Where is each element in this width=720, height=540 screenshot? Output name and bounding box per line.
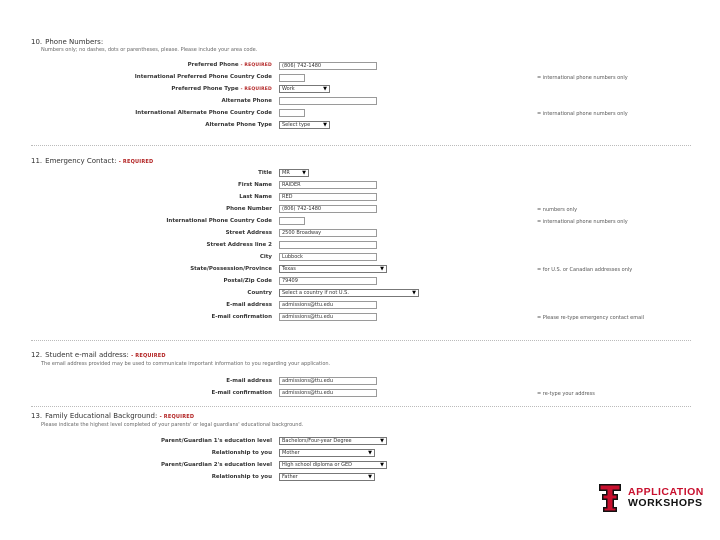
- required-marker: - REQUIRED: [240, 63, 272, 68]
- student-email-confirmation-input[interactable]: admissions@ttu.edu: [279, 389, 377, 397]
- section-13-note: Please indicate the highest level completed of your parents' or legal guardians' educational background.: [41, 422, 304, 428]
- ec-country-select[interactable]: [279, 289, 419, 297]
- parent2-relationship-select[interactable]: [279, 473, 375, 481]
- section-divider: [31, 340, 691, 341]
- dropdown-arrow-icon: ▼: [323, 86, 327, 92]
- parent2-education-select[interactable]: [279, 461, 387, 469]
- ec-postal-code-input[interactable]: 79409: [279, 277, 377, 285]
- dropdown-arrow-icon: ▼: [380, 266, 384, 272]
- section-divider: [31, 145, 691, 146]
- select-value: Select a country if not U.S.: [282, 290, 349, 296]
- intl-preferred-phone-code-label: International Preferred Phone Country Code: [134, 74, 272, 80]
- preferred-phone-label: [72, 62, 272, 68]
- select-value: Mother: [282, 450, 300, 456]
- ec-intl-phone-code-label: International Phone Country Code: [166, 218, 272, 224]
- ec-postal-code-label: Postal/Zip Code: [223, 278, 272, 284]
- student-email-confirmation-hint: = re-type your address: [537, 391, 595, 397]
- dropdown-arrow-icon: ▼: [412, 290, 416, 296]
- ec-street-address-input[interactable]: 2500 Broadway: [279, 229, 377, 237]
- dropdown-arrow-icon: ▼: [380, 438, 384, 444]
- select-value: Bachelors/Four-year Degree: [282, 438, 352, 444]
- ec-email-input[interactable]: admissions@ttu.edu: [279, 301, 377, 309]
- ec-street-address-label: Street Address: [225, 230, 272, 236]
- dropdown-arrow-icon: ▼: [368, 474, 372, 480]
- section-number: 13.: [31, 412, 43, 420]
- section-12-note: The email address provided may be used to communicate important information to you regarding your application.: [41, 361, 331, 367]
- section-12-title: [31, 351, 166, 359]
- dropdown-arrow-icon: ▼: [302, 170, 306, 176]
- section-number: 12.: [31, 351, 43, 359]
- logo-line-2: WORKSHOPS: [628, 497, 703, 509]
- ec-first-name-label: First Name: [238, 182, 272, 188]
- ec-phone-hint: = numbers only: [537, 207, 578, 213]
- ec-last-name-label: Last Name: [239, 194, 272, 200]
- ec-state-select[interactable]: [279, 265, 387, 273]
- student-email-label: E-mail address: [226, 378, 272, 384]
- preferred-phone-type-label: [72, 86, 272, 92]
- alternate-phone-type-select[interactable]: [279, 121, 330, 129]
- ec-first-name-input[interactable]: RAIDER: [279, 181, 377, 189]
- select-value: Select type: [282, 122, 311, 128]
- ec-email-confirmation-label: E-mail confirmation: [211, 314, 272, 320]
- intl-alternate-phone-code-label: International Alternate Phone Country Code: [135, 110, 272, 116]
- required-marker: - REQUIRED: [131, 353, 166, 359]
- parent2-relationship-label: Relationship to you: [211, 474, 272, 480]
- ec-street-address-2-input[interactable]: [279, 241, 377, 249]
- intl-alternate-phone-code-input[interactable]: [279, 109, 305, 117]
- section-10-title: [31, 38, 103, 46]
- parent1-education-select[interactable]: [279, 437, 387, 445]
- required-marker: - REQUIRED: [159, 414, 195, 420]
- ec-email-confirmation-hint: = Please re-type emergency contact email: [537, 315, 644, 321]
- section-title-text: Student e-mail address:: [45, 351, 129, 359]
- intl-preferred-phone-hint: = international phone numbers only: [537, 75, 628, 81]
- parent1-relationship-label: Relationship to you: [211, 450, 272, 456]
- alternate-phone-label: Alternate Phone: [221, 98, 272, 104]
- texas-tech-double-t-logo-icon: [598, 483, 622, 517]
- section-13-title: [31, 412, 194, 420]
- ec-last-name-input[interactable]: RED: [279, 193, 377, 201]
- section-number: 11.: [31, 157, 43, 165]
- ec-title-label: Title: [258, 170, 272, 176]
- ec-title-select[interactable]: [279, 169, 309, 177]
- section-11-title: [31, 157, 153, 165]
- section-number: 10.: [31, 38, 43, 46]
- ec-phone-label: Phone Number: [226, 206, 272, 212]
- select-value: Texas: [282, 266, 296, 272]
- intl-preferred-phone-code-input[interactable]: [279, 74, 305, 82]
- section-10-note: Numbers only; no dashes, dots or parentheses, please. Please include your area code.: [41, 47, 258, 53]
- logo-line-1: APPLICATION: [628, 486, 704, 498]
- alternate-phone-input[interactable]: [279, 97, 377, 105]
- ec-city-label: City: [259, 254, 272, 260]
- required-marker: - REQUIRED: [118, 159, 154, 165]
- parent2-education-label: Parent/Guardian 2's education level: [160, 462, 272, 468]
- alternate-phone-type-label: Alternate Phone Type: [205, 122, 272, 128]
- student-email-input[interactable]: admissions@ttu.edu: [279, 377, 377, 385]
- ec-email-confirmation-input[interactable]: admissions@ttu.edu: [279, 313, 377, 321]
- ec-email-label: E-mail address: [226, 302, 272, 308]
- label-text: Preferred Phone: [187, 62, 239, 68]
- ec-intl-phone-code-input[interactable]: [279, 217, 305, 225]
- ec-state-label: State/Possession/Province: [190, 266, 272, 272]
- parent1-education-label: Parent/Guardian 1's education level: [160, 438, 272, 444]
- preferred-phone-type-select[interactable]: [279, 85, 330, 93]
- parent1-relationship-select[interactable]: [279, 449, 375, 457]
- ec-city-input[interactable]: Lubbock: [279, 253, 377, 261]
- label-text: Preferred Phone Type: [171, 86, 239, 92]
- select-value: MR: [282, 170, 290, 176]
- ec-intl-phone-hint: = international phone numbers only: [537, 219, 628, 225]
- student-email-confirmation-label: E-mail confirmation: [211, 390, 272, 396]
- select-value: High school diploma or GED: [282, 462, 352, 468]
- intl-alternate-phone-hint: = international phone numbers only: [537, 111, 628, 117]
- ec-country-label: Country: [247, 290, 272, 296]
- application-workshops-logo: [628, 487, 704, 509]
- dropdown-arrow-icon: ▼: [323, 122, 327, 128]
- select-value: Work: [282, 86, 295, 92]
- preferred-phone-input[interactable]: (806) 742-1480: [279, 62, 377, 70]
- ec-state-hint: = for U.S. or Canadian addresses only: [537, 267, 633, 273]
- ec-phone-input[interactable]: (806) 742-1480: [279, 205, 377, 213]
- ec-street-address-2-label: Street Address line 2: [206, 242, 272, 248]
- dropdown-arrow-icon: ▼: [368, 450, 372, 456]
- dropdown-arrow-icon: ▼: [380, 462, 384, 468]
- section-title-text: Emergency Contact:: [45, 157, 117, 165]
- section-divider: [31, 406, 691, 407]
- section-title-text: Phone Numbers:: [45, 38, 104, 46]
- section-title-text: Family Educational Background:: [45, 412, 158, 420]
- select-value: Father: [282, 474, 298, 480]
- required-marker: - REQUIRED: [240, 87, 272, 92]
